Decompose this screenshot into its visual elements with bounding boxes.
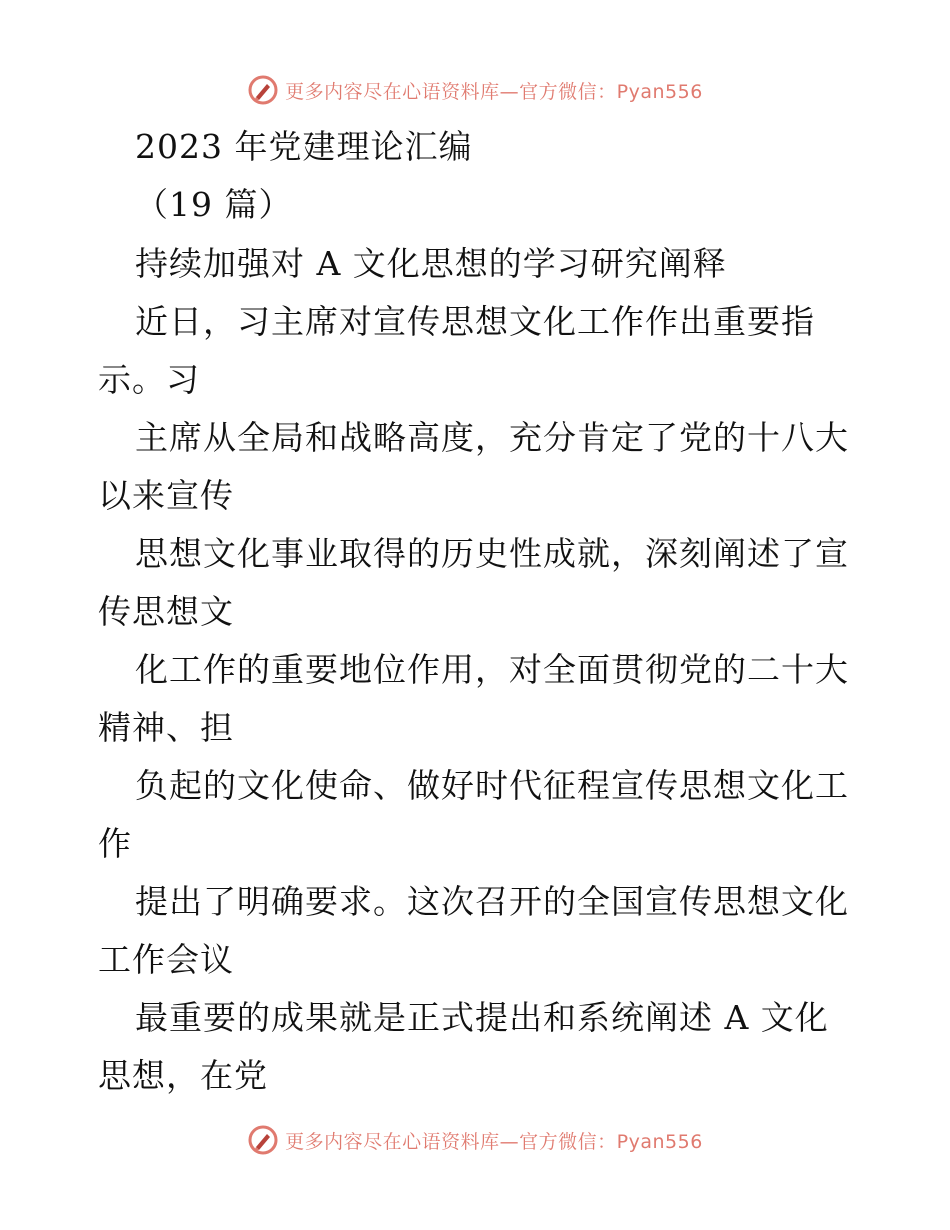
body-line: 负起的文化使命、做好时代征程宣传思想文化工: [135, 766, 849, 805]
body-line: 作: [98, 824, 132, 863]
article-heading: 持续加强对 A 文化思想的学习研究阐释: [135, 244, 727, 283]
body-line: 最重要的成果就是正式提出和系统阐述 A 文化: [135, 998, 829, 1037]
document-title: 2023 年党建理论汇编: [135, 127, 473, 166]
body-line: 工作会议: [98, 940, 234, 979]
pen-logo-icon: [247, 1124, 279, 1156]
header-watermark: [0, 70, 950, 110]
body-line: 精神、担: [98, 708, 234, 747]
body-line: 以来宣传: [98, 476, 234, 515]
document-subtitle: （19 篇）: [135, 185, 293, 224]
body-line: 传思想文: [98, 592, 234, 631]
watermark-text: 更多内容尽在心语资料库—官方微信：Pyan556: [285, 80, 703, 103]
body-line: 化工作的重要地位作用，对全面贯彻党的二十大: [135, 650, 849, 689]
watermark-text: 更多内容尽在心语资料库—官方微信：Pyan556: [285, 1130, 703, 1153]
body-line: 思想文化事业取得的历史性成就，深刻阐述了宣: [135, 534, 849, 573]
body-line: 思想，在党: [98, 1056, 268, 1095]
pen-logo-icon: [247, 74, 279, 106]
body-line: 近日，习主席对宣传思想文化工作作出重要指: [135, 302, 815, 341]
body-line: 示。习: [98, 360, 200, 399]
body-line: 提出了明确要求。这次召开的全国宣传思想文化: [135, 882, 849, 921]
body-line: 主席从全局和战略高度，充分肯定了党的十八大: [135, 418, 849, 457]
footer-watermark: [0, 1120, 950, 1160]
